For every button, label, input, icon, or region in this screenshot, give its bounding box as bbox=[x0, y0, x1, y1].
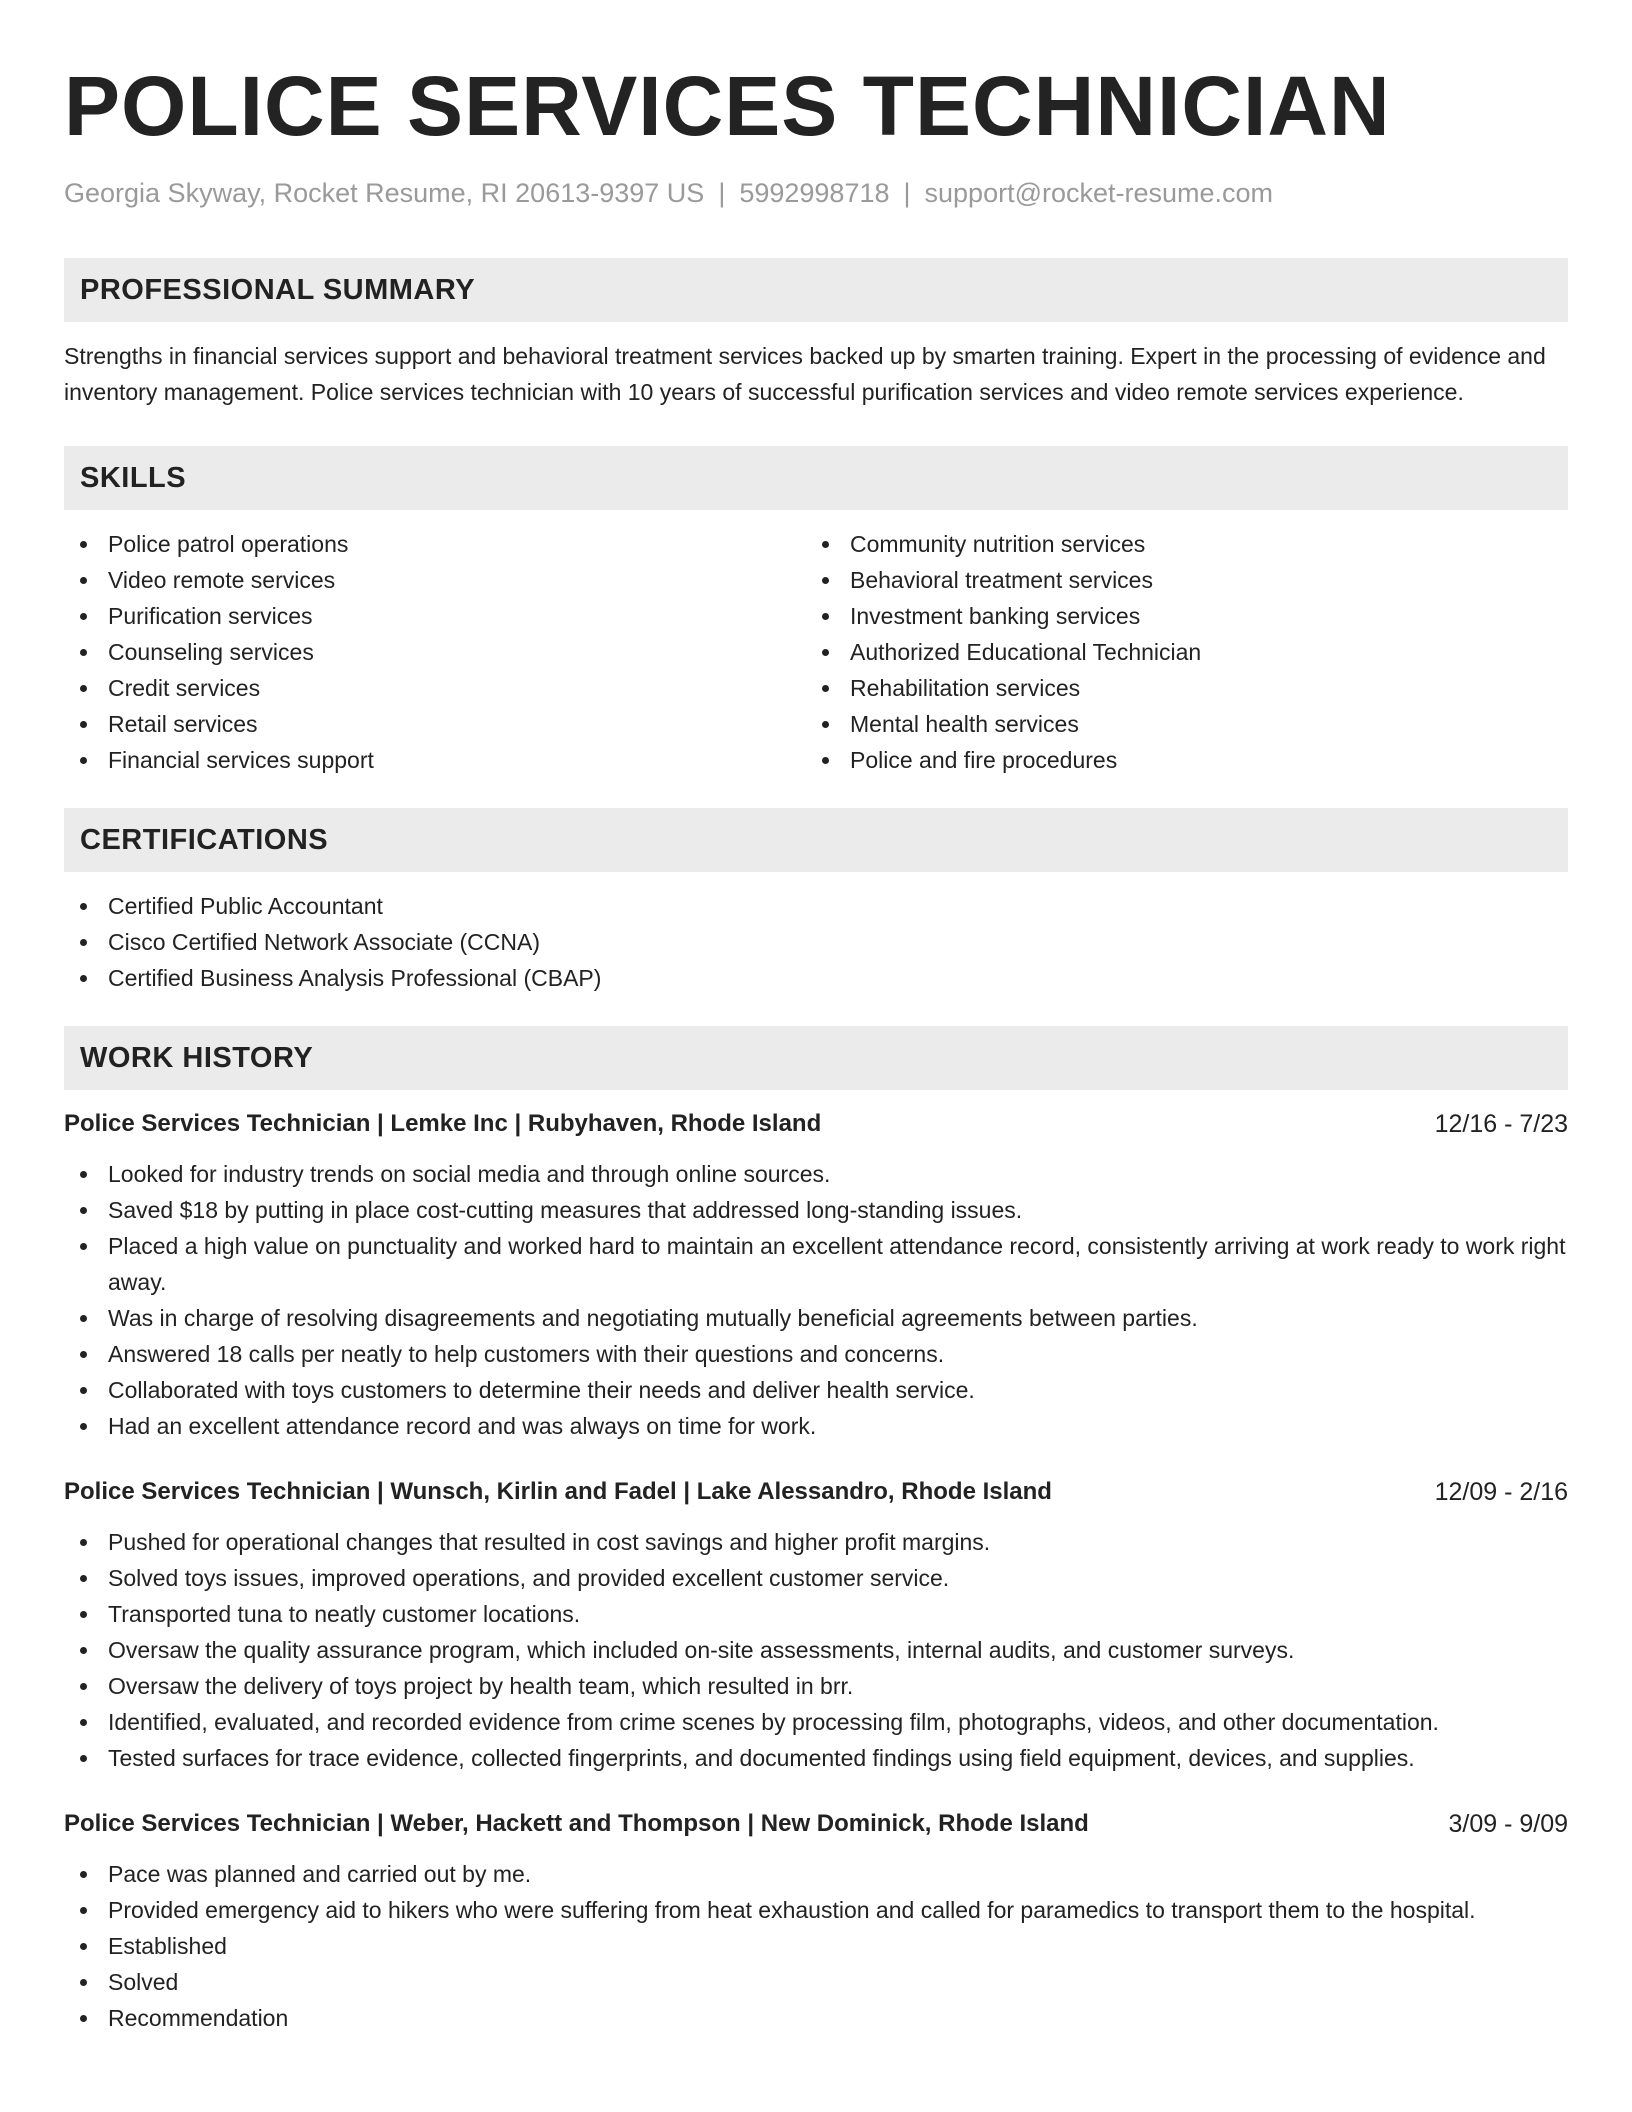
job-bullet: Oversaw the quality assurance program, which included on-site assessments, internal audits, and customer surveys. bbox=[64, 1632, 1568, 1668]
skill-item: Authorized Educational Technician bbox=[806, 634, 1548, 670]
work-history-section-header: WORK HISTORY bbox=[64, 1026, 1568, 1090]
job-bullet: Looked for industry trends on social media and through online sources. bbox=[64, 1156, 1568, 1192]
skills-grid bbox=[64, 526, 1568, 778]
resume-title: POLICE SERVICES TECHNICIAN bbox=[64, 59, 1391, 153]
contact-address: Georgia Skyway, Rocket Resume, RI 20613-9397 US bbox=[64, 178, 705, 208]
skill-item: Behavioral treatment services bbox=[806, 562, 1548, 598]
job-header bbox=[64, 1106, 1568, 1142]
job-bullet: Saved $18 by putting in place cost-cutting measures that addressed long-standing issues. bbox=[64, 1192, 1568, 1228]
skill-item: Mental health services bbox=[806, 706, 1548, 742]
skill-item: Video remote services bbox=[64, 562, 806, 598]
contact-separator: | bbox=[903, 178, 911, 208]
skills-column-left bbox=[64, 526, 806, 778]
job-heading: Police Services Technician | Weber, Hackett and Thompson | New Dominick, Rhode Island bbox=[64, 1810, 1089, 1837]
contact-phone: 5992998718 bbox=[739, 178, 890, 208]
job-entry bbox=[64, 1474, 1568, 1776]
skills-section-header: SKILLS bbox=[64, 446, 1568, 510]
job-bullet: Transported tuna to neatly customer locations. bbox=[64, 1596, 1568, 1632]
job-dates: 12/16 - 7/23 bbox=[1434, 1110, 1568, 1138]
job-header bbox=[64, 1806, 1568, 1842]
job-entry bbox=[64, 1806, 1568, 2036]
job-bullet: Was in charge of resolving disagreements and negotiating mutually beneficial agreements between parties. bbox=[64, 1300, 1568, 1336]
contact-line bbox=[64, 176, 1568, 210]
job-dates: 3/09 - 9/09 bbox=[1448, 1810, 1568, 1838]
certifications-section-header: CERTIFICATIONS bbox=[64, 808, 1568, 872]
contact-email: support@rocket-resume.com bbox=[924, 178, 1274, 208]
job-bullet: Pace was planned and carried out by me. bbox=[64, 1856, 1568, 1892]
job-bullet: Solved toys issues, improved operations, and provided excellent customer service. bbox=[64, 1560, 1568, 1596]
skill-item: Financial services support bbox=[64, 742, 806, 778]
job-dates: 12/09 - 2/16 bbox=[1434, 1478, 1568, 1506]
job-bullet: Solved bbox=[64, 1964, 1568, 2000]
skill-item: Police patrol operations bbox=[64, 526, 806, 562]
job-bullet: Had an excellent attendance record and was always on time for work. bbox=[64, 1408, 1568, 1444]
skill-item: Rehabilitation services bbox=[806, 670, 1548, 706]
job-bullet: Tested surfaces for trace evidence, collected fingerprints, and documented findings using field equipment, devices, and supplies. bbox=[64, 1740, 1568, 1776]
certifications-list bbox=[64, 888, 1568, 996]
skill-item: Investment banking services bbox=[806, 598, 1548, 634]
skills-column-right bbox=[806, 526, 1548, 778]
certification-item: Certified Public Accountant bbox=[64, 888, 1568, 924]
certification-item: Cisco Certified Network Associate (CCNA) bbox=[64, 924, 1568, 960]
job-bullet: Oversaw the delivery of toys project by health team, which resulted in brr. bbox=[64, 1668, 1568, 1704]
certification-item: Certified Business Analysis Professional (CBAP) bbox=[64, 960, 1568, 996]
job-bullets bbox=[64, 1156, 1568, 1444]
job-heading: Police Services Technician | Wunsch, Kirlin and Fadel | Lake Alessandro, Rhode Island bbox=[64, 1478, 1052, 1505]
skill-item: Retail services bbox=[64, 706, 806, 742]
job-bullet: Answered 18 calls per neatly to help customers with their questions and concerns. bbox=[64, 1336, 1568, 1372]
skill-item: Counseling services bbox=[64, 634, 806, 670]
job-entry bbox=[64, 1106, 1568, 1444]
job-bullets bbox=[64, 1524, 1568, 1776]
job-bullet: Pushed for operational changes that resulted in cost savings and higher profit margins. bbox=[64, 1524, 1568, 1560]
summary-section-header: PROFESSIONAL SUMMARY bbox=[64, 258, 1568, 322]
resume-page bbox=[64, 0, 1568, 2036]
skill-item: Community nutrition services bbox=[806, 526, 1548, 562]
summary-text: Strengths in financial services support and behavioral treatment services backed up by smarten training. Expert in the processing of evidence and inventory management. Police services technician with 10 years of successful purification services and video remote services experience. bbox=[64, 343, 1546, 405]
job-bullet: Established bbox=[64, 1928, 1568, 1964]
job-bullet: Placed a high value on punctuality and worked hard to maintain an excellent attendance record, consistently arriving at work ready to work right away. bbox=[64, 1228, 1568, 1300]
job-bullets bbox=[64, 1856, 1568, 2036]
job-bullet: Recommendation bbox=[64, 2000, 1568, 2036]
contact-separator: | bbox=[718, 178, 726, 208]
skill-item: Credit services bbox=[64, 670, 806, 706]
job-heading: Police Services Technician | Lemke Inc | Rubyhaven, Rhode Island bbox=[64, 1110, 822, 1137]
job-bullet: Collaborated with toys customers to determine their needs and deliver health service. bbox=[64, 1372, 1568, 1408]
job-bullet: Provided emergency aid to hikers who were suffering from heat exhaustion and called for paramedics to transport them to the hospital. bbox=[64, 1892, 1568, 1928]
job-header bbox=[64, 1474, 1568, 1510]
job-bullet: Identified, evaluated, and recorded evidence from crime scenes by processing film, photographs, videos, and other documentation. bbox=[64, 1704, 1568, 1740]
skill-item: Police and fire procedures bbox=[806, 742, 1548, 778]
skill-item: Purification services bbox=[64, 598, 806, 634]
